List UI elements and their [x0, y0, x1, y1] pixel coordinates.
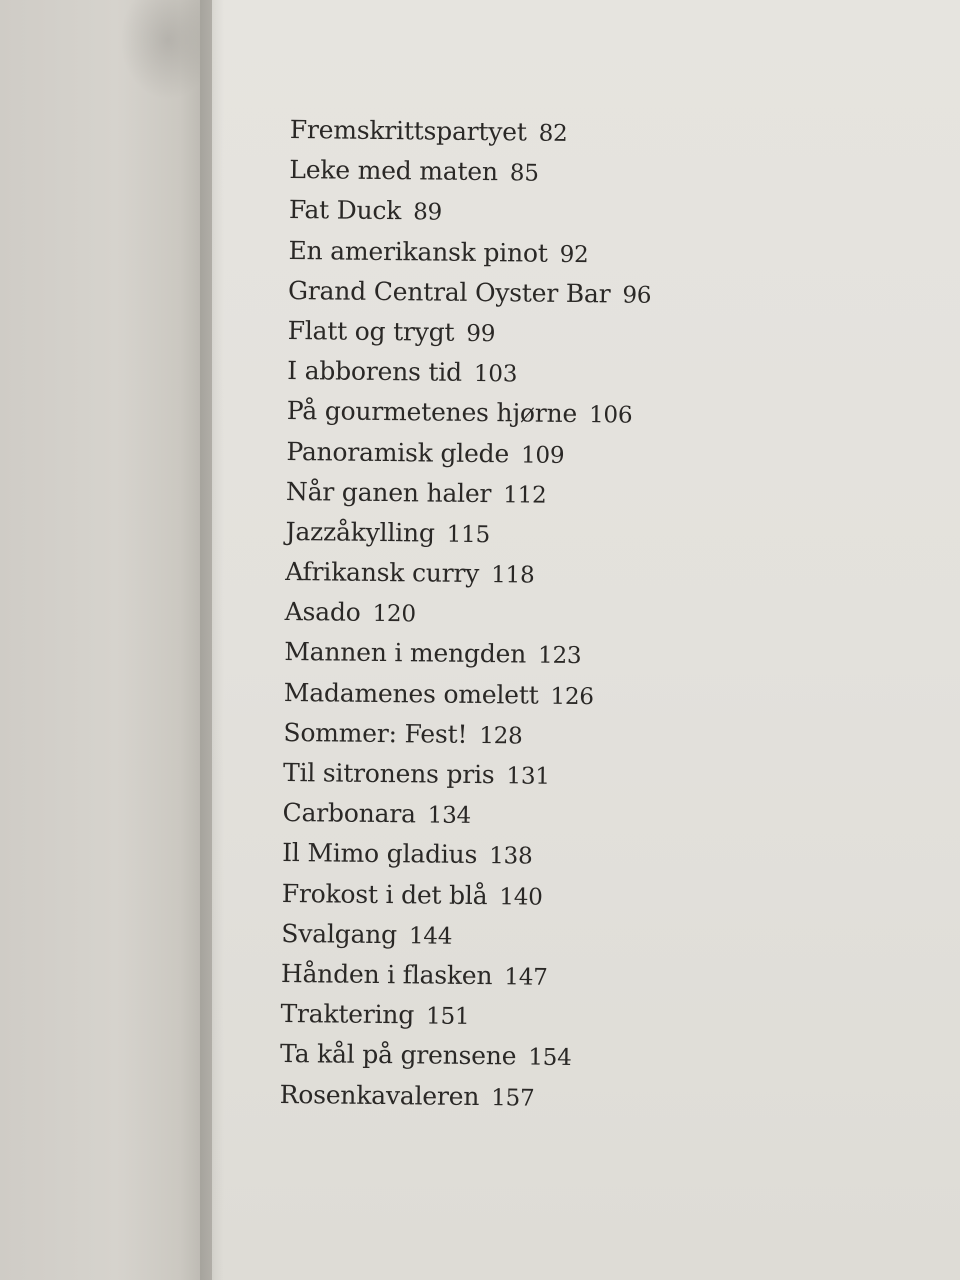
toc-entry-page-number: 138: [489, 843, 533, 870]
toc-entry: [284, 673, 648, 717]
toc-entry-page-number: 99: [466, 320, 496, 348]
toc-entry-title: Afrikansk curry: [285, 557, 480, 589]
toc-entry-title: Madamenes omelett: [283, 677, 539, 710]
toc-entry-page-number: 131: [506, 763, 550, 790]
toc-entry-page-number: 157: [491, 1084, 535, 1112]
right-page: [212, 0, 960, 1280]
toc-entry: [285, 592, 649, 636]
left-page: [0, 0, 212, 1280]
toc-entry-page-number: 89: [413, 199, 443, 226]
toc-entry-page-number: 126: [550, 683, 594, 710]
toc-entry-title: Frokost i det blå: [281, 878, 488, 910]
toc-entry-page-number: 85: [509, 160, 539, 187]
toc-entry: [288, 271, 652, 315]
toc-entry-title: Panoramisk glede: [286, 436, 510, 468]
bleed-through-shadow: [120, 0, 200, 100]
toc-entry-page-number: 144: [408, 923, 453, 950]
toc-entry: [289, 150, 653, 194]
toc-entry-title: Svalgang: [281, 918, 398, 949]
toc-entry-title: Mannen i mengden: [284, 637, 527, 669]
toc-entry-page-number: 134: [427, 802, 472, 830]
toc-entry-title: Carbonara: [282, 798, 416, 829]
toc-entry-page-number: 106: [588, 402, 633, 429]
toc-entry-page-number: 154: [528, 1044, 572, 1072]
toc-entry: [289, 190, 653, 234]
toc-entry-title: Hånden i flasken: [280, 958, 493, 991]
toc-entry: [290, 110, 654, 154]
toc-entry-title: Til sitronens pris: [282, 757, 495, 790]
toc-entry-title: Sommer: Fest!: [283, 717, 468, 749]
toc-entry: [285, 512, 649, 556]
toc-entry-title: Grand Central Oyster Bar: [287, 275, 611, 309]
toc-entry-page-number: 123: [537, 643, 582, 670]
toc-entry-title: Jazzåkylling: [285, 516, 435, 548]
toc-entry-title: Il Mimo gladius: [282, 838, 478, 870]
toc-entry-title: Ta kål på grensene: [279, 1039, 517, 1071]
toc-entry-title: På gourmetenes hjørne: [286, 396, 578, 429]
toc-entry: [287, 311, 651, 355]
toc-entry-title: Leke med maten: [289, 155, 499, 187]
toc-entry-page-number: 115: [446, 521, 491, 548]
toc-entry: [282, 833, 646, 877]
toc-entry: [281, 954, 645, 998]
toc-entry-page-number: 151: [425, 1003, 470, 1031]
toc-entry: [283, 753, 647, 797]
toc-entry-page-number: 147: [504, 964, 548, 991]
toc-entry-title: I abborens tid: [287, 356, 463, 387]
toc-entry-title: Flatt og trygt: [287, 315, 455, 347]
toc-entry: [288, 231, 652, 275]
toc-entry-page-number: 118: [491, 562, 535, 589]
toc-entry-page-number: 120: [372, 601, 417, 628]
toc-entry: [284, 632, 648, 676]
toc-entry-page-number: 109: [520, 441, 565, 469]
book-gutter: [200, 0, 224, 1280]
toc-entry-page-number: 103: [473, 361, 518, 388]
toc-entry-title: Når ganen haler: [285, 476, 492, 508]
toc-entry: [282, 793, 646, 837]
toc-entry-page-number: 128: [479, 722, 523, 750]
toc-entry: [283, 713, 647, 757]
toc-entry-page-number: 92: [559, 241, 589, 268]
toc-entry-title: Asado: [284, 597, 361, 628]
toc-entry: [280, 994, 644, 1038]
toc-entry-title: Traktering: [280, 999, 415, 1030]
toc-entry-title: Fat Duck: [288, 195, 402, 226]
toc-entry: [286, 472, 650, 516]
toc-entry: [286, 431, 650, 475]
toc-entry-page-number: 96: [622, 282, 652, 309]
toc-entry: [281, 914, 645, 958]
toc-entry: [287, 391, 651, 435]
toc-entry: [280, 1034, 644, 1078]
toc-entry-title: Fremskrittspartyet: [289, 114, 527, 147]
toc-entry-title: En amerikansk pinot: [288, 235, 548, 268]
toc-entry-page-number: 112: [503, 481, 547, 509]
toc-entry: [287, 351, 651, 395]
toc-entry-title: Rosenkavaleren: [279, 1079, 480, 1111]
toc-entry: [282, 874, 646, 918]
table-of-contents: [279, 110, 653, 1118]
toc-entry-page-number: 82: [538, 120, 568, 147]
toc-entry: [285, 552, 649, 596]
toc-entry-page-number: 140: [499, 883, 543, 911]
toc-entry: [279, 1074, 643, 1118]
